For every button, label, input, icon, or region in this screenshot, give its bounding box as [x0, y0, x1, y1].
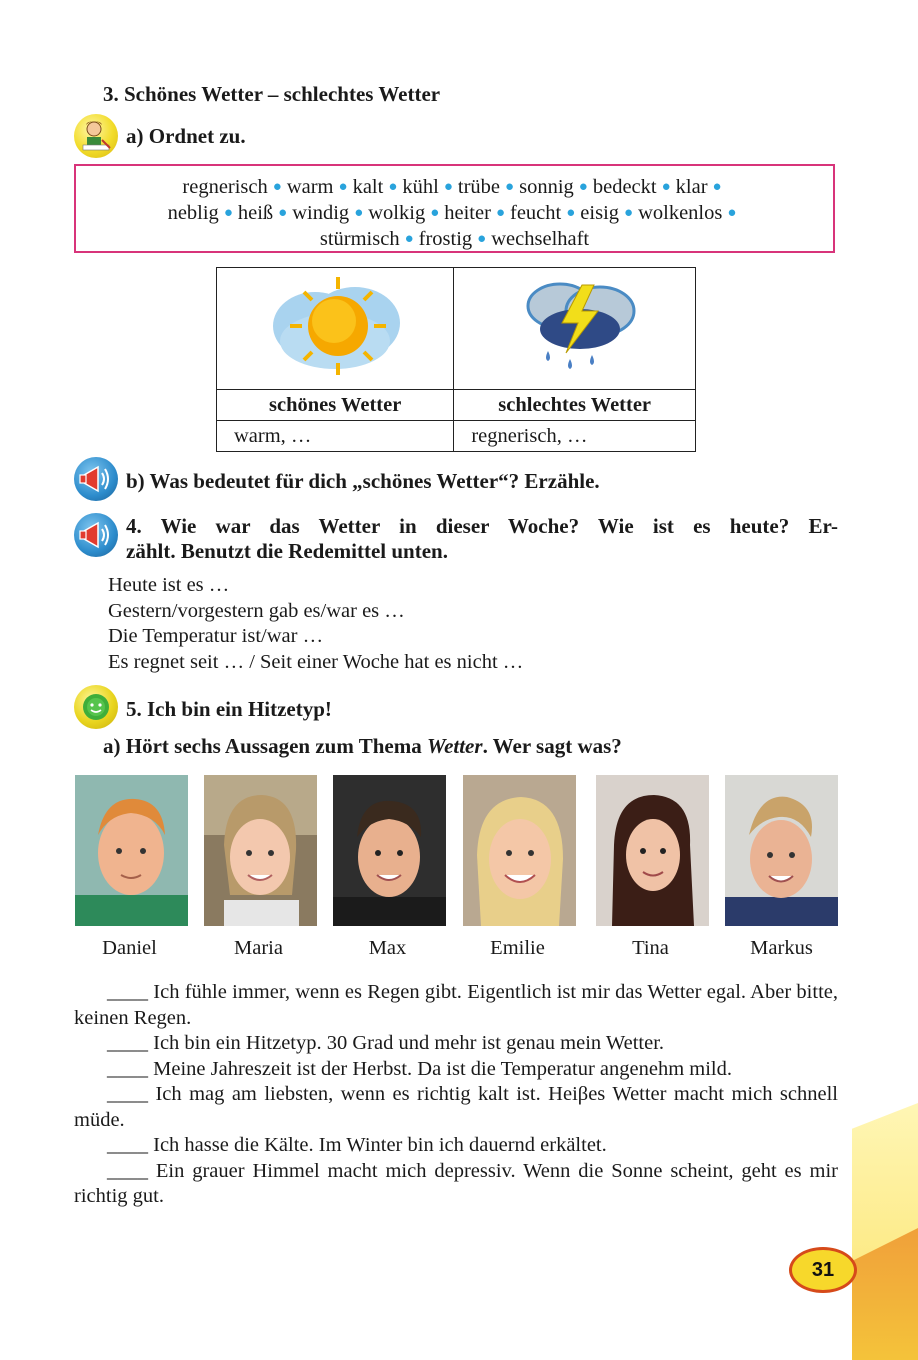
bullet-dot: ● — [223, 205, 233, 221]
weather-table — [216, 267, 696, 452]
statement-list — [74, 980, 838, 1210]
megaphone-icon — [74, 457, 118, 501]
weather-word: windig — [292, 202, 350, 224]
section-4-title-line1: 4. Wie war das Wetter in dieser Woche? Wie ist es heute? Er- — [126, 514, 838, 538]
word-box — [74, 164, 835, 253]
person-name: Tina — [632, 937, 669, 959]
bullet-dot: ● — [495, 205, 505, 221]
weather-word: regnerisch — [182, 176, 268, 198]
bad-weather-value: regnerisch, … — [454, 421, 696, 452]
bullet-dot: ● — [712, 179, 722, 195]
weather-word: feucht — [510, 202, 562, 224]
weather-word: trübe — [457, 176, 501, 198]
thunderstorm-icon — [500, 271, 650, 381]
listening-icon — [74, 685, 118, 729]
person-name: Daniel — [102, 937, 157, 959]
phrase-item: Heute ist es … — [108, 574, 230, 596]
word-line-3 — [76, 226, 833, 252]
megaphone-icon — [74, 513, 118, 557]
bullet-dot: ● — [278, 205, 288, 221]
statement-item: ____ Ein grauer Himmel macht mich depressiv. Wenn die Sonne scheint, geht es mir richtig gut. — [74, 1159, 838, 1207]
photo-emilie — [463, 775, 576, 926]
page-number: 31 — [789, 1247, 857, 1293]
bullet-dot: ● — [404, 231, 414, 247]
person-name: Markus — [750, 937, 813, 959]
task-3a-label: a) Ordnet zu. — [126, 124, 246, 148]
statement-item: ____ Ich mag am liebsten, wenn es richtig kalt ist. Heiβes Wetter macht mich schnell müde. — [74, 1083, 838, 1131]
word-line-1 — [76, 174, 833, 200]
section-5-title: 5. Ich bin ein Hitzetyp! — [126, 697, 332, 721]
bullet-dot: ● — [354, 205, 364, 221]
good-weather-value: warm, … — [217, 421, 454, 452]
weather-word: heiter — [444, 202, 491, 224]
statement-item: ____ Ich hasse die Kälte. Im Winter bin ich dauernd erkältet. — [107, 1134, 607, 1156]
weather-word: kühl — [402, 176, 439, 198]
section-4-title-line2: zählt. Benutzt die Redemittel unten. — [126, 539, 448, 563]
weather-word: neblig — [167, 202, 219, 224]
weather-word: klar — [675, 176, 708, 198]
weather-word: warm — [286, 176, 334, 198]
weather-word: heiß — [237, 202, 274, 224]
bullet-dot: ● — [727, 205, 737, 221]
statement-item: ____ Ich fühle immer, wenn es Regen gibt. Eigentlich ist mir das Wetter egal. Aber bitte, keinen Regen. — [74, 981, 838, 1029]
bullet-dot: ● — [430, 205, 440, 221]
bullet-dot: ● — [566, 205, 576, 221]
bullet-dot: ● — [578, 179, 588, 195]
task-5a-italic: Wetter — [426, 734, 483, 758]
photo-markus — [725, 775, 838, 926]
photo-daniel — [75, 775, 188, 926]
photo-maria — [204, 775, 317, 926]
task-3b-label: b) Was bedeutet für dich „schönes Wetter“? Erzähle. — [126, 469, 600, 493]
pupil-writing-icon — [74, 114, 118, 158]
word-line-2 — [76, 200, 833, 226]
bullet-dot: ● — [272, 179, 282, 195]
section-3-title: 3. Schönes Wetter – schlechtes Wetter — [103, 82, 441, 106]
weather-word: frostig — [418, 228, 473, 250]
weather-word: kalt — [352, 176, 384, 198]
weather-word: wechselhaft — [491, 228, 590, 250]
bullet-dot: ● — [477, 231, 487, 247]
bad-weather-header: schlechtes Wetter — [454, 390, 696, 421]
good-weather-header: schönes Wetter — [217, 390, 454, 421]
phrase-list — [108, 573, 523, 675]
weather-word: stürmisch — [319, 228, 400, 250]
statement-item: ____ Meine Jahreszeit ist der Herbst. Da ist die Temperatur angenehm mild. — [107, 1057, 732, 1080]
bullet-dot: ● — [661, 179, 671, 195]
bad-weather-image-cell — [454, 268, 696, 390]
weather-word: sonnig — [519, 176, 574, 198]
weather-word: eisig — [580, 202, 620, 224]
phrase-item: Die Temperatur ist/war … — [108, 625, 324, 647]
good-weather-image-cell — [217, 268, 454, 390]
weather-word: bedeckt — [592, 176, 657, 198]
person-name: Maria — [234, 937, 283, 959]
weather-word: wolkig — [368, 202, 426, 224]
bullet-dot: ● — [443, 179, 453, 195]
sun-cloud-icon — [260, 271, 410, 381]
task-5a-label: a) Hört sechs Aussagen zum Thema Wetter. Wer sagt was? — [103, 734, 622, 758]
person-name: Emilie — [490, 937, 545, 959]
weather-word: wolkenlos — [638, 202, 723, 224]
photo-tina — [596, 775, 709, 926]
statement-item: ____ Ich bin ein Hitzetyp. 30 Grad und mehr ist genau mein Wetter. — [107, 1032, 665, 1054]
bullet-dot: ● — [624, 205, 634, 221]
photo-max — [333, 775, 446, 926]
bullet-dot: ● — [388, 179, 398, 195]
person-name: Max — [368, 937, 407, 959]
phrase-item: Gestern/vorgestern gab es/war es … — [108, 599, 405, 622]
bullet-dot: ● — [338, 179, 348, 195]
phrase-item: Es regnet seit … / Seit einer Woche hat es nicht … — [108, 650, 524, 673]
bullet-dot: ● — [505, 179, 515, 195]
